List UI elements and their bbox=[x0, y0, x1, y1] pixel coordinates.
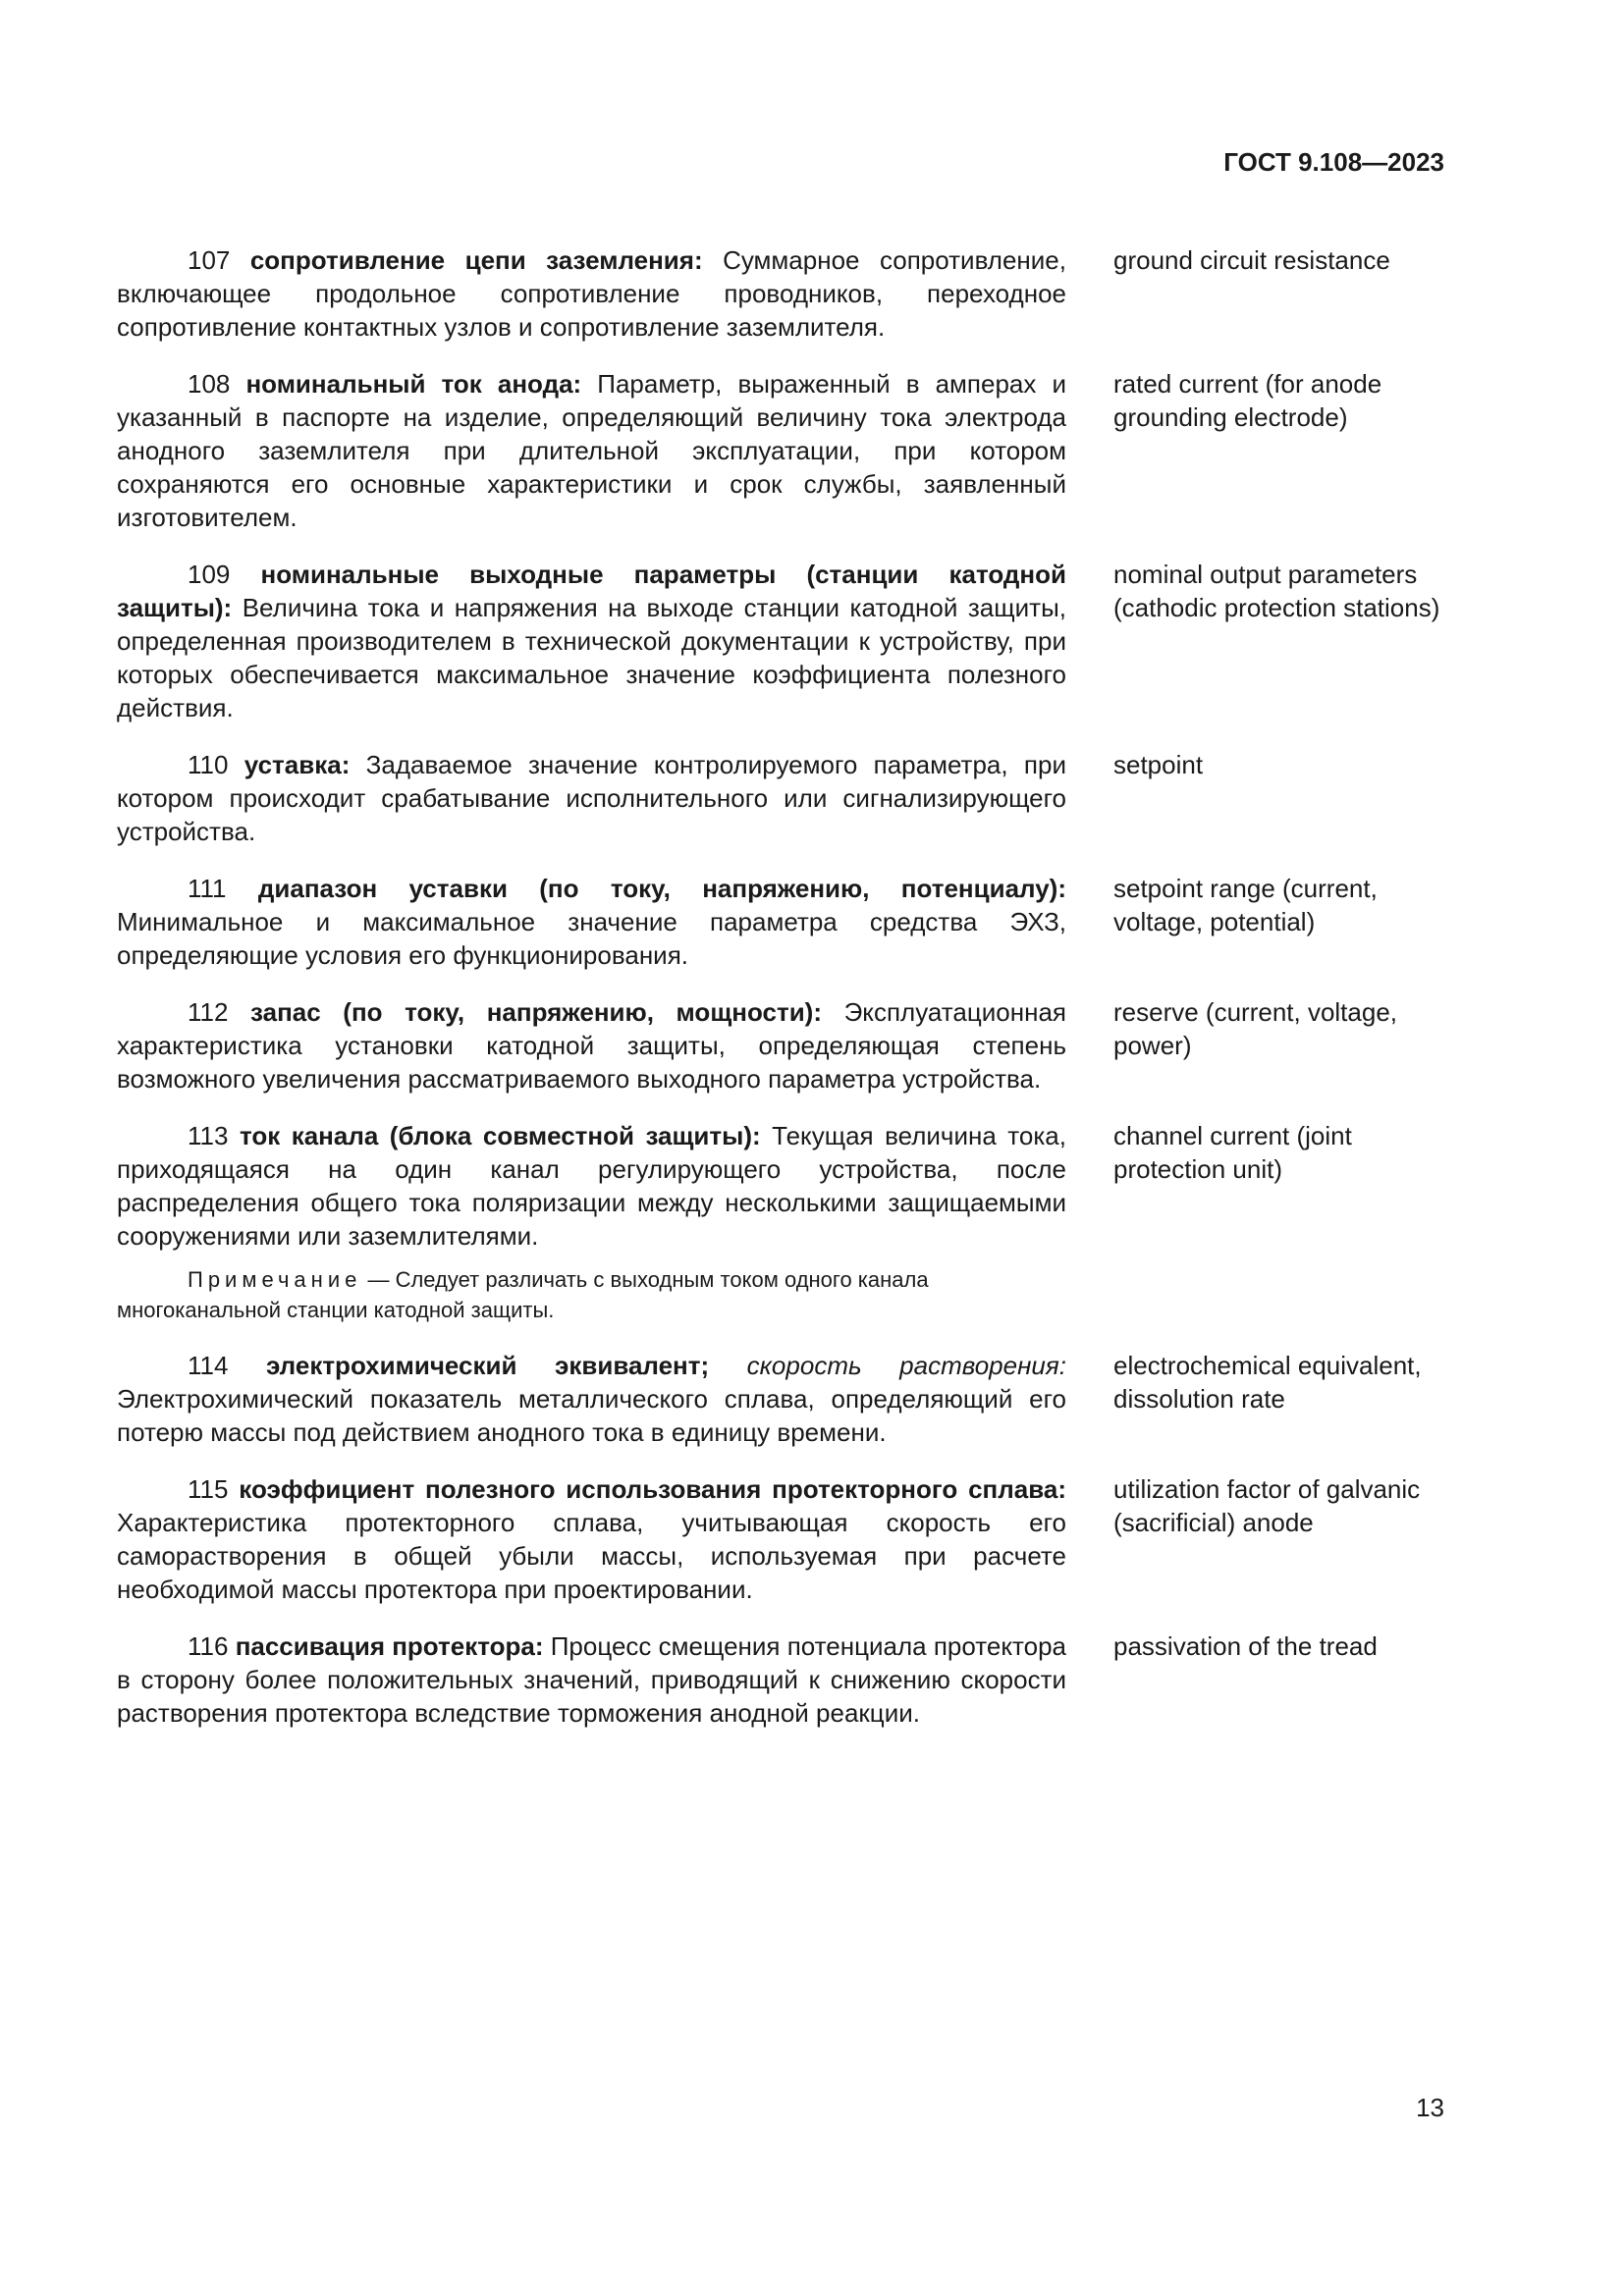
term-english: rated current (for anode grounding electrode) bbox=[1113, 369, 1382, 432]
document-id: ГОСТ 9.108—2023 bbox=[1223, 147, 1444, 177]
term-english: channel current (joint protection unit) bbox=[1113, 1121, 1352, 1184]
term-entry-113 bbox=[117, 1119, 1452, 1253]
note-label: Примечание bbox=[188, 1267, 362, 1292]
term-number: 116 bbox=[188, 1631, 229, 1661]
term-title: уставка: bbox=[244, 750, 351, 779]
term-english: utilization factor of galvanic (sacrificial) anode bbox=[1113, 1474, 1421, 1537]
term-definition-ru bbox=[117, 558, 1066, 724]
term-english: nominal output parameters (cathodic protection stations) bbox=[1113, 560, 1440, 622]
term-number: 109 bbox=[188, 560, 231, 589]
term-title: номинальные выходные параметры (станции катодной защиты): bbox=[117, 560, 1066, 622]
term-definition-ru bbox=[117, 748, 1066, 848]
term-english: setpoint bbox=[1113, 750, 1204, 779]
term-definition-ru bbox=[117, 872, 1066, 972]
term-definition-ru bbox=[117, 1349, 1066, 1449]
term-number: 108 bbox=[188, 369, 231, 399]
term-title: сопротивление цепи заземления: bbox=[249, 245, 703, 275]
term-number: 107 bbox=[188, 245, 231, 275]
term-number: 115 bbox=[188, 1474, 229, 1504]
term-title: ток канала (блока совместной защиты): bbox=[239, 1121, 761, 1150]
term-title: номинальный ток анода: bbox=[245, 369, 582, 399]
term-english: reserve (current, voltage, power) bbox=[1113, 997, 1398, 1060]
term-definition-text: Характеристика протекторного сплава, учитывающая скорость его саморастворения в общей убыли массы, используемая при расчете необходимой массы протектора при проектировании. bbox=[117, 1508, 1066, 1604]
term-entry-115 bbox=[117, 1472, 1452, 1606]
term-number: 113 bbox=[188, 1121, 229, 1150]
term-entry-110 bbox=[117, 748, 1452, 848]
term-definition-text: Суммарное сопротивление, включающее продольное сопротивление проводников, переходное сопротивление контактных узлов и сопротивление заземлителя. bbox=[117, 245, 1066, 342]
term-english: ground circuit resistance bbox=[1113, 245, 1390, 275]
term-entry-114 bbox=[117, 1349, 1452, 1449]
term-title: электрохимический эквивалент; bbox=[265, 1351, 710, 1380]
term-number: 114 bbox=[188, 1351, 229, 1380]
term-title: коэффициент полезного использования протекторного сплава: bbox=[239, 1474, 1066, 1504]
term-entry-111 bbox=[117, 872, 1452, 972]
term-entry-108 bbox=[117, 367, 1452, 534]
term-definition-ru bbox=[117, 1629, 1066, 1730]
term-definition-text: Задаваемое значение контролируемого параметра, при котором происходит срабатывание исполнительного или сигнализирующего устройства. bbox=[117, 750, 1066, 846]
term-english: electrochemical equivalent, dissolution rate bbox=[1113, 1351, 1422, 1414]
term-definition-text: Минимальное и максимальное значение параметра средства ЭХЗ, определяющие условия его функционирования. bbox=[117, 907, 1066, 970]
term-entry-109 bbox=[117, 558, 1452, 724]
term-definition-text: Параметр, выраженный в амперах и указанный в паспорте на изделие, определяющий величину тока электрода анодного заземлителя при длительной эксплуатации, при котором сохраняются его основные характеристики и срок службы, заявленный изготовителем. bbox=[117, 369, 1066, 532]
term-english: passivation of the tread bbox=[1113, 1631, 1378, 1661]
term-number: 110 bbox=[188, 750, 229, 779]
term-title: пассивация протектора: bbox=[235, 1631, 544, 1661]
term-definition-ru bbox=[117, 995, 1066, 1095]
term-number: 112 bbox=[188, 997, 229, 1027]
term-definition-text: Процесс смещения потенциала протектора в сторону более положительных значений, приводящий к снижению скорости растворения протектора вследствие торможения анодной реакции. bbox=[117, 1631, 1067, 1728]
term-entry-116 bbox=[117, 1629, 1452, 1730]
term-definition-ru bbox=[117, 1119, 1066, 1253]
term-title: запас (по току, напряжению, мощности): bbox=[250, 997, 822, 1027]
term-entry-107 bbox=[117, 243, 1452, 344]
term-entry-112 bbox=[117, 995, 1452, 1095]
note-block bbox=[117, 1264, 1066, 1325]
term-english: setpoint range (current, voltage, potential) bbox=[1113, 874, 1378, 936]
term-number: 111 bbox=[188, 874, 227, 903]
page-number: 13 bbox=[1416, 2093, 1444, 2122]
note-text: — Следует различать с выходным током одного канала многоканальной станции катодной защиты. bbox=[117, 1267, 929, 1322]
term-title: диапазон уставки (по току, напряжению, потенциалу): bbox=[257, 874, 1066, 903]
term-definition-text: Текущая величина тока, приходящаяся на один канал регулирующего устройства, после распределения общего тока поляризации между несколькими защищаемыми сооружениями или заземлителями. bbox=[117, 1121, 1066, 1251]
term-synonym: скорость растворения: bbox=[709, 1351, 1066, 1380]
term-definition-text: Эксплуатационная характеристика установки катодной защиты, определяющая степень возможного увеличения рассматриваемого выходного параметра устройства. bbox=[117, 997, 1066, 1094]
terms-list bbox=[117, 243, 1452, 1753]
term-definition-ru bbox=[117, 367, 1066, 534]
term-definition-ru bbox=[117, 1472, 1066, 1606]
term-definition-ru bbox=[117, 243, 1066, 344]
term-definition-text: Величина тока и напряжения на выходе станции катодной защиты, определенная производителем в технической документации к устройству, при которых обеспечивается максимальное значение коэффициента полезного действия. bbox=[117, 593, 1066, 722]
term-definition-text: Электрохимический показатель металлического сплава, определяющий его потерю массы под действием анодного тока в единицу времени. bbox=[117, 1384, 1066, 1447]
